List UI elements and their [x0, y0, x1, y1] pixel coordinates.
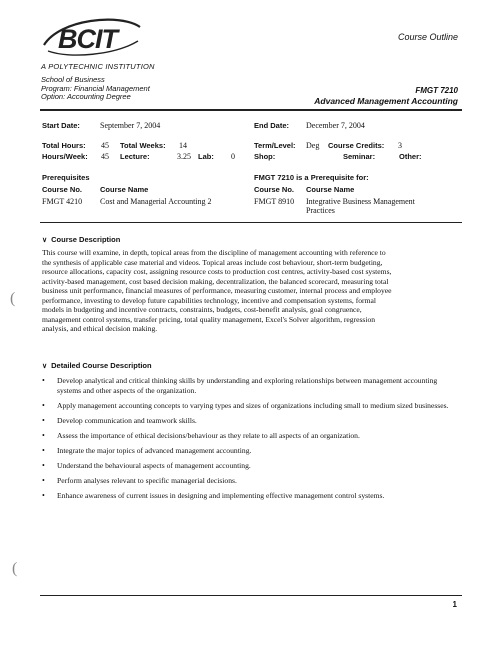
- term-level-label: Term/Level:: [254, 141, 296, 150]
- bullet-icon: •: [42, 445, 45, 455]
- bullet-icon: •: [42, 400, 45, 410]
- bcit-logo: [40, 15, 145, 61]
- bullet-icon: •: [42, 376, 45, 385]
- description-line: resource allocations, capacity cost, assigning resource costs to production cost centres, activity-based cost systems,: [42, 267, 392, 276]
- list-item: [42, 446, 462, 456]
- list-item-text: Perform analyses relevant to specific managerial decisions.: [57, 475, 237, 485]
- description-line: This course will examine, in depth, topical areas from the discipline of management accounting with reference to: [42, 248, 386, 257]
- school-name: School of Business: [41, 75, 105, 84]
- bullet-icon: •: [42, 430, 45, 440]
- next-course-name-line2: Practices: [306, 206, 335, 215]
- list-item-text: Apply management accounting concepts to varying types and sizes of organizations including small to medium sized businesses.: [57, 400, 449, 410]
- page-number: 1: [452, 600, 457, 609]
- list-item: [42, 431, 462, 441]
- prerequisites-title: Prerequisites: [42, 173, 90, 182]
- logo-text: BCIT: [58, 24, 117, 54]
- list-item: [42, 401, 462, 411]
- chevron-down-icon: ∨: [42, 237, 48, 244]
- binding-mark: (: [10, 290, 16, 307]
- description-line: activity-based management, cost based decision making, decentralization, the balanced scorecard, measuring total: [42, 276, 389, 286]
- other-label: Other:: [399, 152, 422, 161]
- option-name: Option: Accounting Degree: [41, 92, 131, 101]
- course-name-header-right: Course Name: [306, 185, 355, 194]
- list-item: [42, 461, 462, 471]
- bullet-icon: •: [42, 415, 45, 425]
- list-item-text: Assess the importance of ethical decisions/behaviour as they relate to all aspects of an organization.: [57, 430, 360, 440]
- list-item: [42, 416, 462, 426]
- course-description-heading-text: Course Description: [51, 235, 121, 244]
- lecture-label: Lecture:: [120, 152, 150, 161]
- prereq-course-no: FMGT 4210: [42, 197, 83, 206]
- course-credits-label: Course Credits:: [328, 141, 385, 150]
- description-line: models in budgeting and incentive contracts, constraints, budgets, cost-benefit analysis, goal congruence,: [42, 305, 362, 314]
- list-item-text: Develop communication and teamwork skills.: [57, 415, 197, 425]
- bullet-icon: •: [42, 490, 45, 500]
- description-line: management control systems, transfer pricing, total quality management, Excel's Solver algorithm, regression: [42, 314, 376, 324]
- course-credits-value: 3: [398, 141, 402, 150]
- detailed-description-heading-text: Detailed Course Description: [51, 361, 152, 370]
- course-name-header: Course Name: [100, 185, 149, 194]
- description-line: performance, investing to develop future capabilities technology, incentive and compensation systems, formal: [42, 295, 376, 305]
- term-level-value: Deg: [306, 141, 320, 150]
- detailed-description-list: [42, 376, 462, 506]
- end-date-label: End Date:: [254, 121, 290, 130]
- list-item-text: Integrate the major topics of advanced management accounting.: [57, 445, 252, 455]
- chevron-down-icon: ∨: [42, 363, 48, 370]
- course-title: Advanced Management Accounting: [314, 96, 458, 106]
- detailed-description-heading: [42, 361, 152, 370]
- lab-label: Lab:: [198, 152, 214, 161]
- lab-value: 0: [231, 152, 235, 161]
- next-course-name-line1: Integrative Business Management: [306, 197, 415, 206]
- description-line: business unit performance, financial measures of performance, measuring customer, internal process and employee: [42, 286, 392, 295]
- list-item: [42, 476, 462, 486]
- total-weeks-value: 14: [179, 141, 187, 150]
- course-description-heading: [42, 235, 120, 244]
- bullet-icon: •: [42, 460, 45, 470]
- lecture-value: 3.25: [177, 152, 191, 161]
- description-line: the synthesis of applicable case material and videos. Topical areas include cost behaviour, short-term budgeting,: [42, 257, 383, 267]
- list-item-text: Enhance awareness of current issues in designing and implementing effective management control systems.: [57, 490, 385, 500]
- end-date-value: December 7, 2004: [306, 121, 365, 130]
- hours-week-value: 45: [101, 152, 109, 161]
- start-date-value: September 7, 2004: [100, 121, 161, 130]
- binding-mark: (: [12, 560, 18, 577]
- course-description-text: [42, 248, 462, 334]
- list-item: [42, 376, 462, 395]
- description-line: analysis, and ethical decision making.: [42, 324, 158, 333]
- section-divider: [40, 222, 462, 223]
- prereq-course-name: Cost and Managerial Accounting 2: [100, 197, 212, 206]
- hours-week-label: Hours/Week:: [42, 152, 88, 161]
- list-item-text: Develop analytical and critical thinking skills by understanding and exploring relationships between management accounting systems and other aspects of the organization.: [57, 376, 438, 395]
- start-date-label: Start Date:: [42, 121, 80, 130]
- list-item-text: Understand the behavioural aspects of management accounting.: [57, 460, 251, 470]
- course-no-header-right: Course No.: [254, 185, 295, 194]
- shop-label: Shop:: [254, 152, 276, 161]
- course-no-header: Course No.: [42, 185, 83, 194]
- total-weeks-label: Total Weeks:: [120, 141, 166, 150]
- program-name: Program: Financial Management: [41, 83, 150, 93]
- next-course-name: [306, 197, 415, 215]
- total-hours-value: 45: [101, 141, 109, 150]
- seminar-label: Seminar:: [343, 152, 376, 161]
- list-item: [42, 491, 462, 501]
- school-info: [41, 76, 150, 102]
- course-code: FMGT 7210: [415, 86, 458, 95]
- total-hours-label: Total Hours:: [42, 141, 86, 150]
- prerequisite-for-title: FMGT 7210 is a Prerequisite for:: [254, 173, 369, 182]
- footer-divider: [40, 595, 462, 596]
- institution-tagline: A POLYTECHNIC INSTITUTION: [41, 62, 155, 71]
- bullet-icon: •: [42, 475, 45, 485]
- document-type: Course Outline: [397, 32, 458, 42]
- header-divider: [40, 109, 462, 111]
- next-course-no: FMGT 8910: [254, 197, 295, 206]
